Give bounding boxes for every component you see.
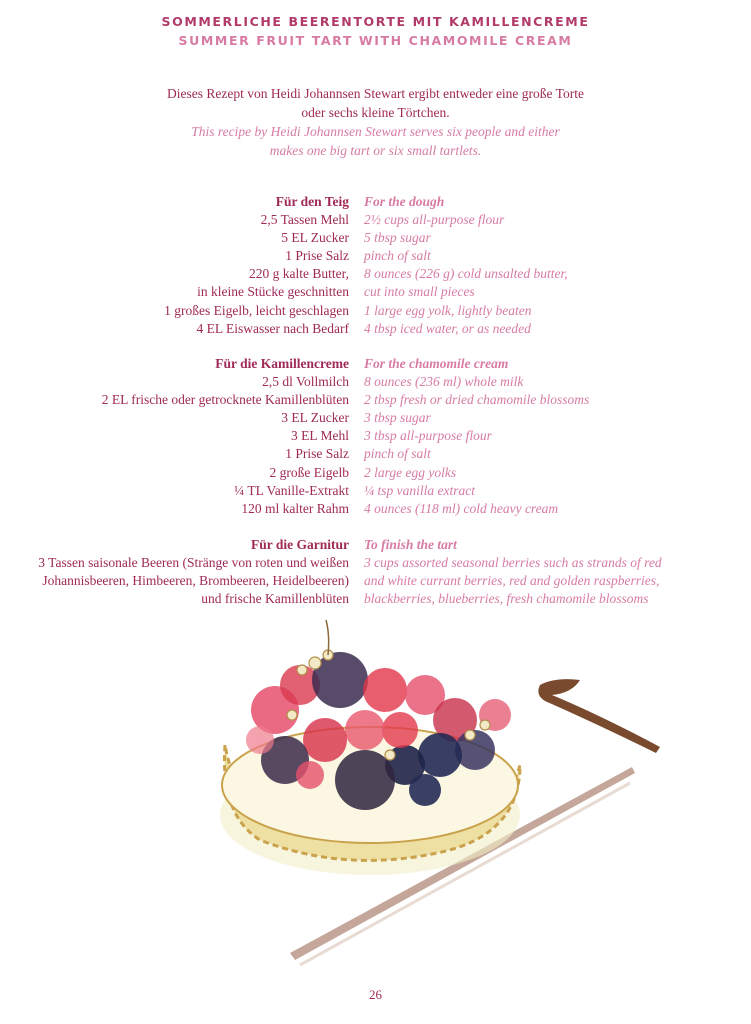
ingredient-row	[0, 554, 751, 572]
ingredient-row	[0, 211, 751, 229]
ingredient-row	[0, 500, 751, 518]
ingredient-row	[0, 320, 751, 338]
ingredients-garnish	[0, 536, 751, 608]
ingredient-english: 8 ounces (226 g) cold unsalted butter,	[364, 266, 568, 282]
section-heading	[0, 355, 751, 373]
intro-english-line: This recipe by Heidi Johannsen Stewart serves six people and either	[191, 124, 560, 139]
ingredient-english: 5 tbsp sugar	[364, 230, 431, 246]
ingredient-row	[0, 391, 751, 409]
ingredient-row	[0, 445, 751, 463]
intro-german-line: oder sechs kleine Törtchen.	[301, 105, 450, 120]
ingredient-german: 3 EL Zucker	[281, 410, 349, 426]
heading-english: For the chamomile cream	[364, 356, 509, 371]
ingredient-english: 1 large egg yolk, lightly beaten	[364, 302, 532, 318]
ingredient-row	[0, 572, 751, 590]
title-english: SUMMER FRUIT TART WITH CHAMOMILE CREAM	[178, 33, 573, 48]
ingredient-english: 2 tbsp fresh or dried chamomile blossoms	[364, 392, 590, 408]
ingredient-german: 2,5 Tassen Mehl	[260, 212, 349, 228]
ingredient-english: 2½ cups all-purpose flour	[364, 212, 505, 228]
ingredient-english: 8 ounces (236 ml) whole milk	[364, 374, 524, 390]
ingredients-dough	[0, 193, 751, 338]
ingredient-english: 4 tbsp iced water, or as needed	[364, 320, 531, 336]
ingredient-english: pinch of salt	[364, 446, 431, 462]
ingredient-row	[0, 464, 751, 482]
ingredient-german: 3 Tassen saisonale Beeren (Stränge von roten und weißen	[38, 555, 349, 571]
intro-english-line: makes one big tart or six small tartlets.	[269, 143, 482, 158]
heading-german: Für die Kamillencreme	[215, 356, 349, 371]
ingredient-german: 2 EL frische oder getrocknete Kamillenblüten	[101, 392, 349, 408]
ingredient-english: 3 tbsp sugar	[364, 410, 431, 426]
intro-text	[0, 84, 751, 160]
ingredient-row	[0, 229, 751, 247]
ingredient-german: 120 ml kalter Rahm	[241, 500, 349, 516]
ingredient-english: pinch of salt	[364, 248, 431, 264]
chocolate-stick	[538, 679, 660, 753]
heading-english: For the dough	[364, 194, 445, 209]
ingredient-row	[0, 409, 751, 427]
ingredient-german: 4 EL Eiswasser nach Bedarf	[196, 320, 349, 336]
page-number: 26	[369, 987, 382, 1002]
ingredient-row	[0, 302, 751, 320]
berry-tart-illustration	[200, 615, 680, 995]
ingredient-german: in kleine Stücke geschnitten	[197, 284, 349, 300]
ingredients-chamomile-cream	[0, 355, 751, 518]
title-german: SOMMERLICHE BEERENTORTE MIT KAMILLENCREME	[161, 14, 590, 29]
ingredient-english: and white currant berries, red and golden raspberries,	[364, 573, 660, 589]
heading-german: Für den Teig	[275, 194, 349, 209]
ingredient-row	[0, 247, 751, 265]
ingredient-german: 3 EL Mehl	[291, 428, 349, 444]
heading-german: Für die Garnitur	[250, 537, 349, 552]
intro-german-line: Dieses Rezept von Heidi Johannsen Stewart ergibt entweder eine große Torte	[167, 86, 584, 101]
heading-english: To finish the tart	[364, 537, 457, 552]
ingredient-english: ¼ tsp vanilla extract	[364, 482, 475, 498]
ingredient-english: 4 ounces (118 ml) cold heavy cream	[364, 500, 559, 516]
ingredient-row	[0, 265, 751, 283]
ingredient-german: Johannisbeeren, Himbeeren, Brombeeren, Heidelbeeren)	[42, 573, 349, 589]
ingredient-german: 2 große Eigelb	[269, 464, 349, 480]
ingredient-row	[0, 590, 751, 608]
ingredient-german: 1 großes Eigelb, leicht geschlagen	[164, 302, 349, 318]
ingredient-german: 5 EL Zucker	[281, 230, 349, 246]
ingredient-english: blackberries, blueberries, fresh chamomile blossoms	[364, 591, 649, 607]
ingredient-english: cut into small pieces	[364, 284, 475, 300]
ingredient-german: ¼ TL Vanille-Extrakt	[234, 482, 349, 498]
ingredient-german: 1 Prise Salz	[285, 248, 349, 264]
recipe-title	[0, 12, 751, 50]
ingredient-english: 3 tbsp all-purpose flour	[364, 428, 492, 444]
section-heading	[0, 193, 751, 211]
ingredient-german: und frische Kamillenblüten	[201, 591, 349, 607]
ingredient-english: 3 cups assorted seasonal berries such as strands of red	[364, 555, 662, 571]
ingredient-row	[0, 427, 751, 445]
ingredient-german: 2,5 dl Vollmilch	[262, 374, 349, 390]
ingredient-english: 2 large egg yolks	[364, 464, 457, 480]
ingredient-row	[0, 482, 751, 500]
ingredient-row	[0, 283, 751, 301]
ingredient-row	[0, 373, 751, 391]
ingredient-german: 220 g kalte Butter,	[249, 266, 349, 282]
ingredient-german: 1 Prise Salz	[285, 446, 349, 462]
section-heading	[0, 536, 751, 554]
